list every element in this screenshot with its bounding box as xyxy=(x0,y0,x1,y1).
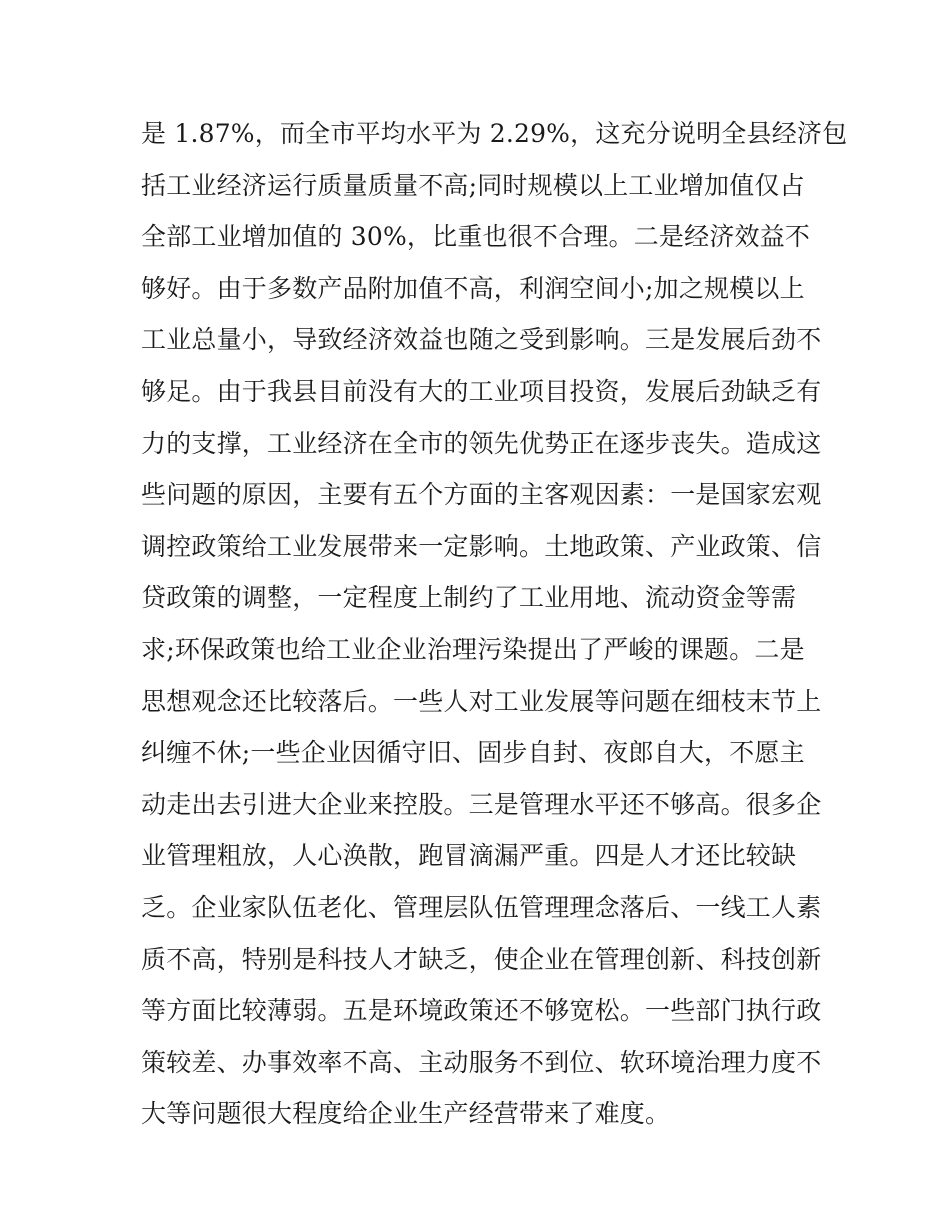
text-line: 些问题的原因，主要有五个方面的主客观因素：一是国家宏观 xyxy=(141,480,822,510)
text-line: 业管理粗放，人心涣散，跑冒滴漏严重。四是人才还比较缺 xyxy=(141,841,797,871)
body-paragraph xyxy=(141,108,848,1140)
text-line: 括工业经济运行质量质量不高;同时规模以上工业增加值仅占 xyxy=(141,170,805,200)
text-line: 全部工业增加值的 30%，比重也很不合理。二是经济效益不 xyxy=(141,222,811,252)
text-line: 求;环保政策也给工业企业治理污染提出了严峻的课题。二是 xyxy=(141,634,805,664)
text-line: 思想观念还比较落后。一些人对工业发展等问题在细枝末节上 xyxy=(141,686,822,716)
text-line: 等方面比较薄弱。五是环境政策还不够宽松。一些部门执行政 xyxy=(141,996,822,1026)
text-line: 质不高，特别是科技人才缺乏，使企业在管理创新、科技创新 xyxy=(141,944,822,974)
text-line: 动走出去引进大企业来控股。三是管理水平还不够高。很多企 xyxy=(141,789,822,819)
text-line: 够足。由于我县目前没有大的工业项目投资，发展后劲缺乏有 xyxy=(141,376,822,406)
text-line: 大等问题很大程度给企业生产经营带来了难度。 xyxy=(141,1099,671,1129)
text-line: 工业总量小，导致经济效益也随之受到影响。三是发展后劲不 xyxy=(141,325,822,355)
text-line: 调控政策给工业发展带来一定影响。土地政策、产业政策、信 xyxy=(141,531,822,561)
text-line: 力的支撑，工业经济在全市的领先优势正在逐步丧失。造成这 xyxy=(141,428,822,458)
text-line: 贷政策的调整，一定程度上制约了工业用地、流动资金等需 xyxy=(141,583,797,613)
text-line: 策较差、办事效率不高、主动服务不到位、软环境治理力度不 xyxy=(141,1047,822,1077)
text-line: 够好。由于多数产品附加值不高，利润空间小;加之规模以上 xyxy=(141,273,805,303)
text-line: 是 1.87%，而全市平均水平为 2.29%，这充分说明全县经济包 xyxy=(141,119,848,148)
text-line: 纠缠不休;一些企业因循守旧、固步自封、夜郎自大，不愿主 xyxy=(141,738,805,768)
text-line: 乏。企业家队伍老化、管理层队伍管理理念落后、一线工人素 xyxy=(141,892,822,922)
